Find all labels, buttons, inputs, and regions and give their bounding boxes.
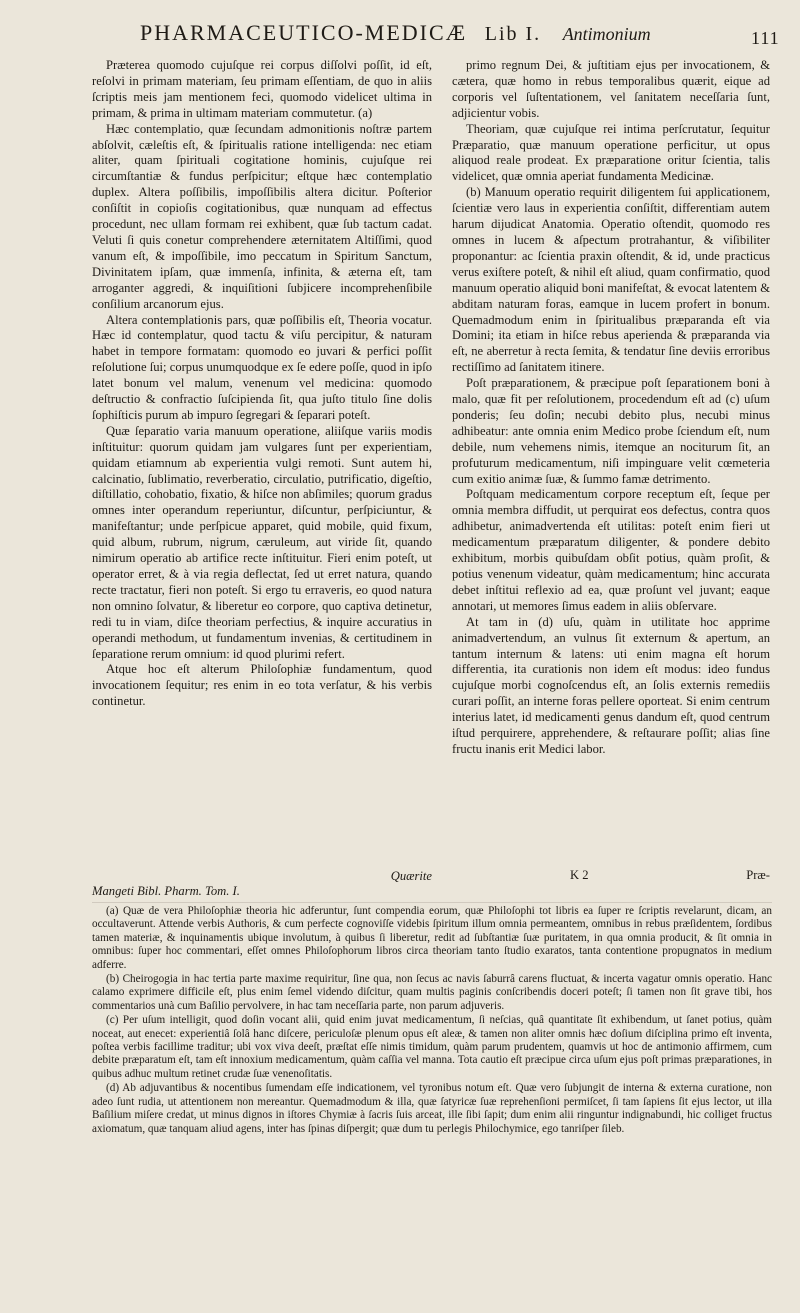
running-head-book: Lib I. xyxy=(484,23,542,45)
right-paragraph: Poſt præparationem, & præcipue poſt ſeparationem boni à malo, quæ fit per reſolutionem, procedendum eſt ad (c) uſum ponderis; ſeu doſin; necubi debito plus, necubi minus adhibeatur: ante omnia enim Medico probe ſciendum eſt, num debile, num vehemens nimis, itemque an nociturum ſit, an profuturum medicamentum, niſi impinguare velit cœmeteria cum exitio animæ ſuæ, & ſummo famæ detrimento. xyxy=(452,376,770,486)
right-paragraph: Poſtquam medicamentum corpore receptum eſt, ſeque per omnia membra diffudit, ut perquirat eos defectus, contra quos adhibetur, animadvertenda eſt utilitas: poteſt enim fieri ut medicamentum præparatum diligenter, & pondere debito exhibitum, morbis quibuſdam obſit potius, quàm proſit, & potius venenum videatur, quàm medicamentum; hinc accurata debet inſtitui reflexio ad ea, quæ proſunt vel juvant; eaque annotari, ut memores ſimus eadem in aliis obſervare. xyxy=(452,487,770,613)
right-paragraph: (b) Manuum operatio requirit diligentem ſui applicationem, ſcientiæ vero laus in experientia conſiſtit, differentiam autem harum dijudicat Anatomia. Operatio oſtendit, quomodo res omnes in lucem & aſpectum protrahantur, & viſibiliter proponantur: ac ſcientia praxin oſtendit, & id, unde practicus verus exiſtere poteſt, & nihil eſt aliud, quam confirmatio, quod manuum operatio aliquid boni manifeſtat, & evocat latentem & abditam naturam foras, eamque in lucem profert in bonum. Quemadmodum enim in ſpiritualibus præparanda eſt via Domini; ita etiam in hiſce rebus aperienda & præparanda via eſt, ne aberretur à recta ſemita, & tendatur ſine deviis erroribus rectiſſimo ad ſanitatem itinere. xyxy=(452,185,770,375)
left-paragraph: Præterea quomodo cujuſque rei corpus diſſolvi poſſit, id eſt, reſolvi in primam materiam, ſeu primam eſſentiam, de quo in aliis ſcriptis meis jam mentionem feci, quomodo videlicet ultima in primam, & prima in ultimam materiam commutetur. (a) xyxy=(92,58,432,120)
right-paragraph: primo regnum Dei, & juſtitiam ejus per invocationem, & cætera, quæ homo in rebus temporalibus quærit, eique ad corporis vel ſuſtentationem, vel ſanitatem neceſſaria ſunt, adjicientur vobis. xyxy=(452,58,770,120)
footnote: (d) Ab adjuvantibus & nocentibus ſumendam eſſe indicationem, vel tyronibus notum eſt. Quæ vero ſubjungit de interna & externa curatione, non adeo ſunt rudia, ut attentionem non mereantur. Quemadmodum & illa, quæ ſatyricæ ſuæ reprehenſioni permiſcet, ſi tam ſapiens ſit ejus lector, ut illa Baſilium miſere credat, ut minus dignos in iſtores Chymiæ à ſacris ſuis arceat, ille ſibi ſapit; dum enim alii ringuntur indignabundi, hic colliget fructus axiomatum, quæ tanquam aliud agens, inter has ſpinas diſpergit; quæ dum tu perlegis Philochymice, ego tanriſper ſileb. xyxy=(92,1082,772,1135)
left-paragraph: Atque hoc eſt alterum Philoſophiæ fundamentum, quod invocationem ſequitur; res enim in eo tota verſatur, & his verbis continetur. xyxy=(92,662,432,709)
page-number: 111 xyxy=(751,28,780,48)
right-paragraph: At tam in (d) uſu, quàm in utilitate hoc apprime animadvertendum, an vulnus ſit externum & apertum, an tantum internum & latens: uti enim magna eſt horum differentia, ita curationis non idem eſt modus: ideo fundus cujuſque morbi cognoſcendus eſt, an ſolis externis remediis curari poſſit, an interne foras pellere oporteat. Si enim centrum interius latet, id medicamenti genus dandum eſt, quod centrum iſtud perquirere, apprehendere, & reſtaurare poſſit; alias ſine fructu inanis erit Medici labor. xyxy=(452,614,770,756)
volume-signature-line: Mangeti Bibl. Pharm. Tom. I. xyxy=(92,884,240,898)
left-catchword: Quærite xyxy=(390,869,432,883)
footnote: (a) Quæ de vera Philoſophiæ theoria hic adferuntur, ſunt compendia eorum, quæ Philoſophi tot libris ea ſuper re ſcriptis revelarunt, dicam, an occultaverunt. Attende verbis Authoris, & cum perfecte cognoviſſe videbis ſpiritum illum omnia permeantem, omnibus in rebus præſidentem, ſordibus tamen materiæ, & inquinamentis ubique involutum, à quibus ſi liberetur, redit ad ſubſtantiæ ſuæ puritatem, in qua omnia producit, & ſit omnia in omnibus: ſuper hoc commentari, eſſet omnes Philoſophorum libros circa theoriam tanto ſtudio exaratos, tanta contentione propugnatos in medium adferre. xyxy=(92,905,772,971)
notes-divider xyxy=(92,902,772,903)
right-paragraph: Theoriam, quæ cujuſque rei intima perſcrutatur, ſequitur Præparatio, quæ manuum operatione perficitur, ut opus aliquod reale prodeat. Ex præparatione oritur ſcientia, talis videlicet, quæ omnia aperiat fundamenta Medicinæ. xyxy=(452,121,770,184)
running-head-title: PHARMACEUTICO-MEDICÆ xyxy=(140,20,468,45)
left-column xyxy=(92,58,432,896)
right-column xyxy=(452,58,770,896)
left-paragraph: Quæ ſeparatio varia manuum operatione, aliiſque variis modis inſtituitur: quorum quidam jam vulgares ſunt per experientiam, quidam etiamnum ab experientia vulgi remoti. Sunt autem hi, calcinatio, ſublimatio, reverberatio, circulatio, putrificatio, digeſtio, diſtillatio, cohobatio, fixatio, & hiſce non abſimiles; quorum gradus omnes inter operandum reperiuntur, diſcuntur, perſpiciuntur, & manifeſtantur; unde perſpicue apparet, quid mobile, quid fixum, quid album, rubrum, nigrum, cæruleum, aut viride ſit, quando nimirum operatio ab artifice recte inſtituitur. Fieri enim poteſt, ut operator erret, & à via regia deflectat, ſed ut erret natura, quando recte tractatur, fieri non poteſt. Si ergo tu erraveris, eo quod natura non omnino ſolvatur, & liberetur eo corpore, quo captiva detinetur, redi tu in viam, diſce theoriam perfectius, & inquire accuratius in operandi methodum, ut fundamentum invenias, & certitudinem in ſeparatione rerum omnium: id quod plurimi refert. xyxy=(92,423,432,661)
left-footer xyxy=(92,869,432,899)
right-catchword: Præ- xyxy=(746,868,770,882)
left-paragraph: Hæc contemplatio, quæ ſecundam admonitionis noſtræ partem abſolvit, cæleſtis eſt, & ſpiritualis ratione intelligenda: nec etiam aliter, quam ſpirituali cogitatione hominis, cujuſque rei circumſtantiæ & fundus perſpicitur; eſtque hæc contemplatio duplex. Altera poſſibilis, impoſſibilis altera dicitur. Poſterior conſiſtit in copioſis cogitationibus, quæ nunquam ad effectus procedunt, nec ullam formam rei exhibent, quæ ſub tactum cadat. Veluti ſi quis conetur comprehendere æternitatem Altiſſimi, quod vanum eſt, & impoſſibile, imo peccatum in Spiritum Sanctum, Divinitatem ipſam, quæ immenſa, infinita, & æterna eſt, tam arroganter aggredi, & inquiſitioni ſubjicere incomprehenſibile conſilium arcanorum ejus. xyxy=(92,121,432,311)
left-paragraph: Altera contemplationis pars, quæ poſſibilis eſt, Theoria vocatur. Hæc id contemplatur, quod tactu & viſu percipitur, & naturam habet in tempore formatam: quomodo eo juvari & perfici poſſit reſolutione ſui; corpus unumquodque ex ſe edere poſſe, quod in ipſo latet bonum vel malum, venenum vel medicina: quomodo deſtructio & confractio ſuſcipienda ſit, qua juſto titulo ſine dolis ſophiſticis purum ab impuro ſegregari & ſeparari poteſt. xyxy=(92,312,432,422)
footnote: (b) Cheirogogia in hac tertia parte maxime requiritur, ſine qua, non ſecus ac navis ſaburrâ carens fluctuat, & incerta vagatur omnis operatio. Hanc calamo exprimere difficile eſt, plus enim ſemel videndo diſcitur, quam multis paginis conſcribendis doceri poteſt; ſi tamen non ſit grave tibi, hos commentarios unà cum Baſilio pervolvere, in hac tam neceſſaria parte, non parum adjuveris. xyxy=(92,973,772,1012)
gathering-signature: K 2 xyxy=(570,868,589,882)
running-head xyxy=(140,20,660,46)
running-head-topic: Antimonium xyxy=(562,24,651,44)
footnotes xyxy=(92,905,772,1295)
footnote: (c) Per uſum intelligit, quod doſin vocant alii, quid enim juvat medicamentum, ſi neſcias, quâ quantitate ſit exhibendum, ut ſanet potius, quàm noceat, aut enecet: experientiâ ſolâ hanc diſcere, periculoſæ plenum opus eſt aleæ, & tamen non aliter omnis hæc doſium diſciplina primo eſt inventa, poſtea verbis facillime traditur; ubi vox viva deeſt, præſtat eſſe nimis timidum, quàm parum prudentem, quamvis ut hoc de antimonio affirmem, cum debite præparatum eſt, tam eſt innoxium medicamentum, quàm caſſia vel manna. Tota cautio eſt præcipue circa uſum ejus poſt primas præparationes, in quibus adhuc multum retinet crudæ ſuæ venenoſitatis. xyxy=(92,1014,772,1080)
